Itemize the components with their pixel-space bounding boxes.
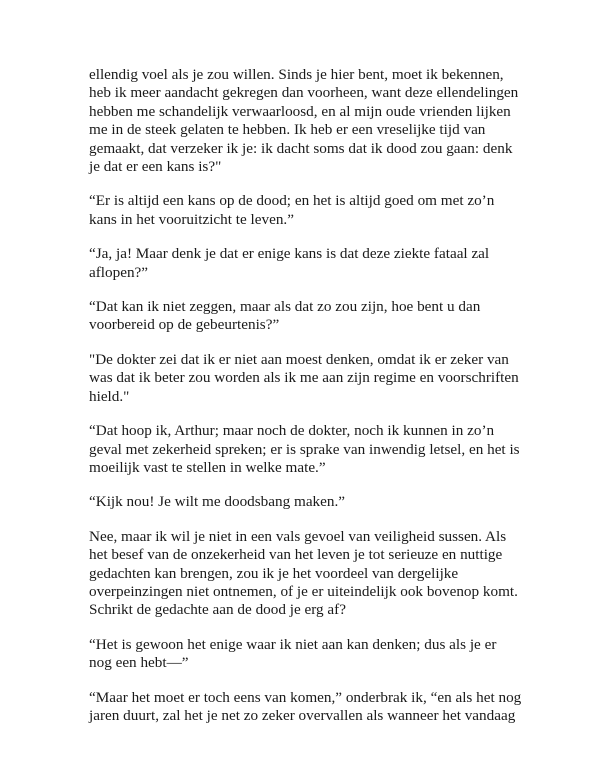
text-line: aflopen?” [89, 263, 149, 281]
paragraph-8 [89, 528, 519, 620]
paragraph-2 [89, 192, 519, 229]
text-line: het besef van de onzekerheid van het leven je tot serieuze en nuttige [89, 546, 503, 564]
text-line: gemaakt, dat verzeker ik je: ik dacht soms dat ik dood zou gaan: denk [89, 139, 513, 157]
text-line: ellendig voel als je zou willen. Sinds je hier bent, moet ik bekennen, [89, 66, 504, 83]
text-line: “Ja, ja! Maar denk je dat er enige kans is dat deze ziekte fataal zal [89, 245, 490, 263]
paragraph-6 [89, 422, 519, 477]
text-line: Nee, maar ik wil je niet in een vals gevoel van veiligheid sussen. Als [89, 527, 507, 545]
text-line: “Maar het moet er toch eens van komen,” onderbrak ik, “en als het nog [89, 688, 522, 706]
paragraph-3 [89, 245, 519, 282]
text-line: “Dat hoop ik, Arthur; maar noch de dokter, noch ik kunnen in zo’n [89, 422, 495, 440]
text-line: “Er is altijd een kans op de dood; en het is altijd goed om met zo’n [89, 192, 495, 210]
text-line: Schrikt de gedachte aan de dood je erg af? [89, 601, 346, 619]
document-page [89, 66, 522, 741]
paragraph-1 [89, 66, 519, 176]
text-line: “Het is gewoon het enige waar ik niet aan kan denken; dus als je er [89, 635, 497, 653]
text-line: voorbereid op de gebeurtenis?” [89, 316, 280, 334]
paragraph-9 [89, 636, 519, 673]
paragraph-5 [89, 351, 519, 406]
paragraph-7 [89, 493, 519, 511]
text-line: me in de steek gelaten te hebben. Ik heb er een vreselijke tijd van [89, 121, 486, 139]
text-line: “Dat kan ik niet zeggen, maar als dat zo zou zijn, hoe bent u dan [89, 298, 481, 316]
text-line: gedachten kan brengen, zou ik je het voordeel van dergelijke [89, 564, 459, 582]
text-line: geval met zekerheid spreken; er is sprake van inwendig letsel, en het is [89, 440, 520, 458]
text-line: heb ik meer aandacht gekregen dan voorheen, want deze ellendelingen [89, 84, 519, 102]
paragraph-10 [89, 688, 522, 726]
paragraph-4 [89, 298, 519, 335]
text-line: kans in het vooruitzicht te leven.” [89, 210, 294, 228]
text-line: “Kijk nou! Je wilt me doodsbang maken.” [89, 493, 346, 511]
text-line: jaren duurt, zal het je net zo zeker overvallen als wanneer het vandaag [89, 706, 516, 724]
text-line: "De dokter zei dat ik er niet aan moest denken, omdat ik er zeker van [89, 350, 509, 368]
text-line: hebben me schandelijk verwaarloosd, en al mijn oude vrienden lijken [89, 102, 511, 120]
text-line: moeilijk vast te stellen in welke mate.” [89, 458, 326, 476]
text-line: overpeinzingen niet ontnemen, of je er uiteindelijk ook bovenop komt. [89, 582, 518, 600]
text-line: je dat er een kans is?" [89, 158, 222, 176]
text-line: was dat ik beter zou worden als ik me aan zijn regime en voorschriften [89, 369, 519, 387]
text-line: nog een hebt—” [89, 654, 189, 672]
text-line: hield." [89, 387, 130, 405]
